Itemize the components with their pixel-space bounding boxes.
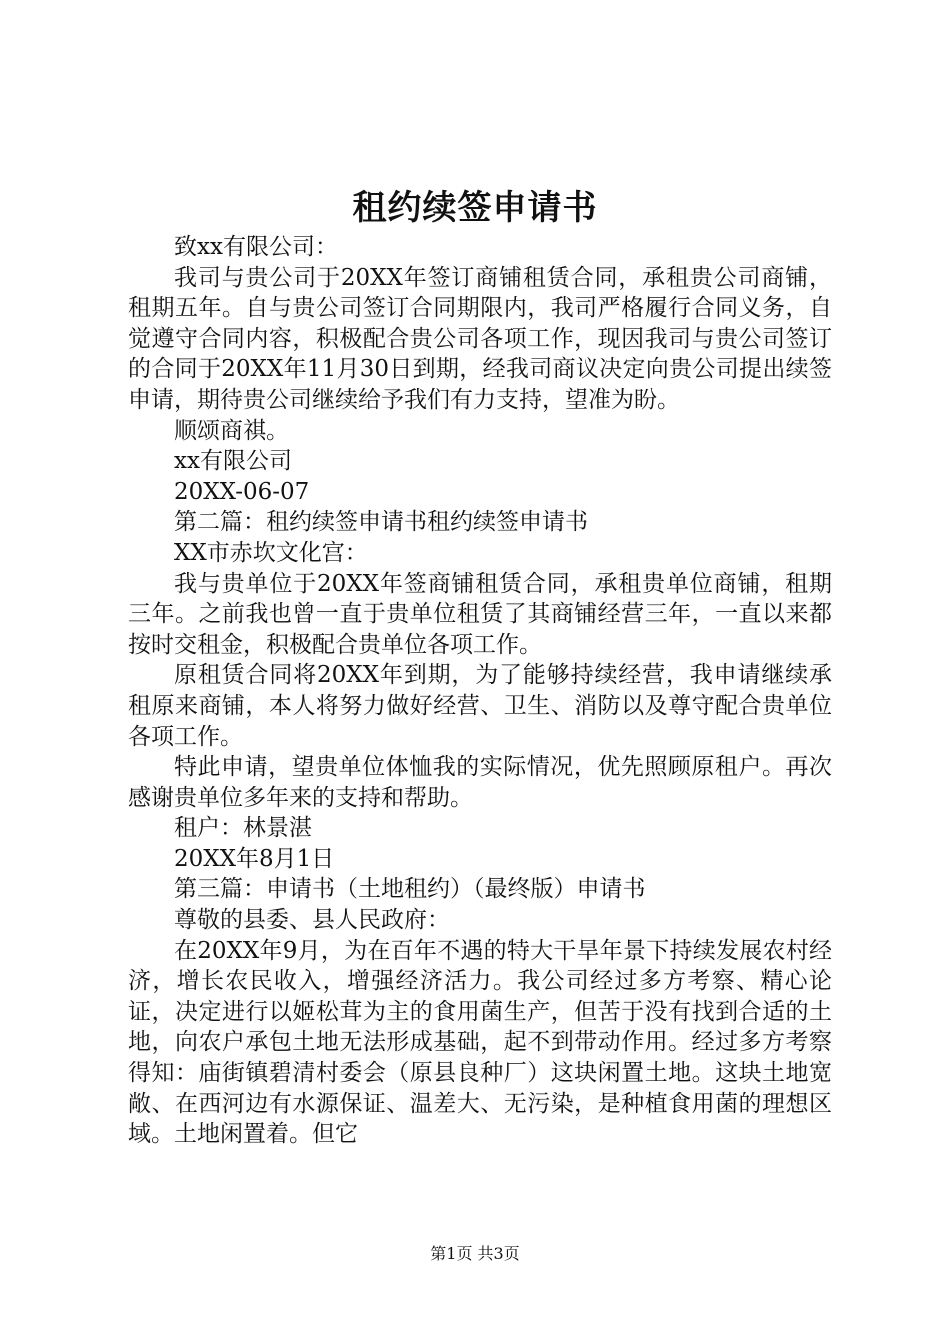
closing-1: 顺颂商祺。 — [174, 417, 289, 444]
date-2: 20XX年8月1日 — [174, 845, 335, 872]
paragraph-3a: 在20XX年9月，为在百年不遇的特大干旱年景下持续发展农村经济，增长农民收入，增强经济活力。我公司经过多方考察、精心论证，决定进行以姬松茸为主的食用菌生产，但苦于没有找到合适的土地，向农户承包土地无法形成基础，起不到带动作用。经过多方考察得知：庙街镇碧清村委会（原县良种厂）这块闲置土地。这块土地宽敞、在西河边有水源保证、温差大、无污染，是种植食用菌的理想区域。土地闲置着。但它 — [128, 937, 832, 1148]
salutation-1: 致xx有限公司： — [174, 234, 338, 260]
page-footer: 第1页 共3页 — [430, 1244, 520, 1263]
paragraph-2b: 原租赁合同将20XX年到期，为了能够持续经营，我申请继续承租原来商铺，本人将努力做好经营、卫生、消防以及尊守配合贵单位各项工作。 — [128, 662, 832, 750]
section-heading-3: 第三篇：申请书（土地租约）（最终版）申请书 — [174, 876, 646, 903]
section-heading-2: 第二篇：租约续签申请书租约续签申请书 — [174, 509, 588, 536]
signature-1: xx有限公司 — [174, 448, 292, 475]
paragraph-2c: 特此申请，望贵单位体恤我的实际情况，优先照顾原租户。再次感谢贵单位多年来的支持和帮助。 — [128, 754, 832, 811]
paragraph-2a: 我与贵单位于20XX年签商铺租赁合同，承租贵单位商铺，租期三年。之前我也曾一直于贵单位租赁了其商铺经营三年，一直以来都按时交租金，积极配合贵单位各项工作。 — [128, 570, 832, 658]
salutation-3: 尊敬的县委、县人民政府： — [174, 907, 450, 934]
paragraph-1: 我司与贵公司于20XX年签订商铺租赁合同，承租贵公司商铺，租期五年。自与贵公司签订合同期限内，我司严格履行合同义务，自觉遵守合同内容，积极配合贵公司各项工作，现因我司与贵公司签订的合同于20XX年11月30日到期，经我司商议决定向贵公司提出续签申请，期待贵公司继续给予我们有力支持，望准为盼。 — [128, 264, 832, 413]
document-title: 租约续签申请书 — [352, 188, 598, 228]
date-1: 20XX-06-07 — [174, 478, 310, 505]
salutation-2: XX市赤坎文化宫： — [174, 539, 368, 566]
signature-2: 租户：林景湛 — [174, 815, 312, 842]
document-body — [128, 232, 832, 1150]
